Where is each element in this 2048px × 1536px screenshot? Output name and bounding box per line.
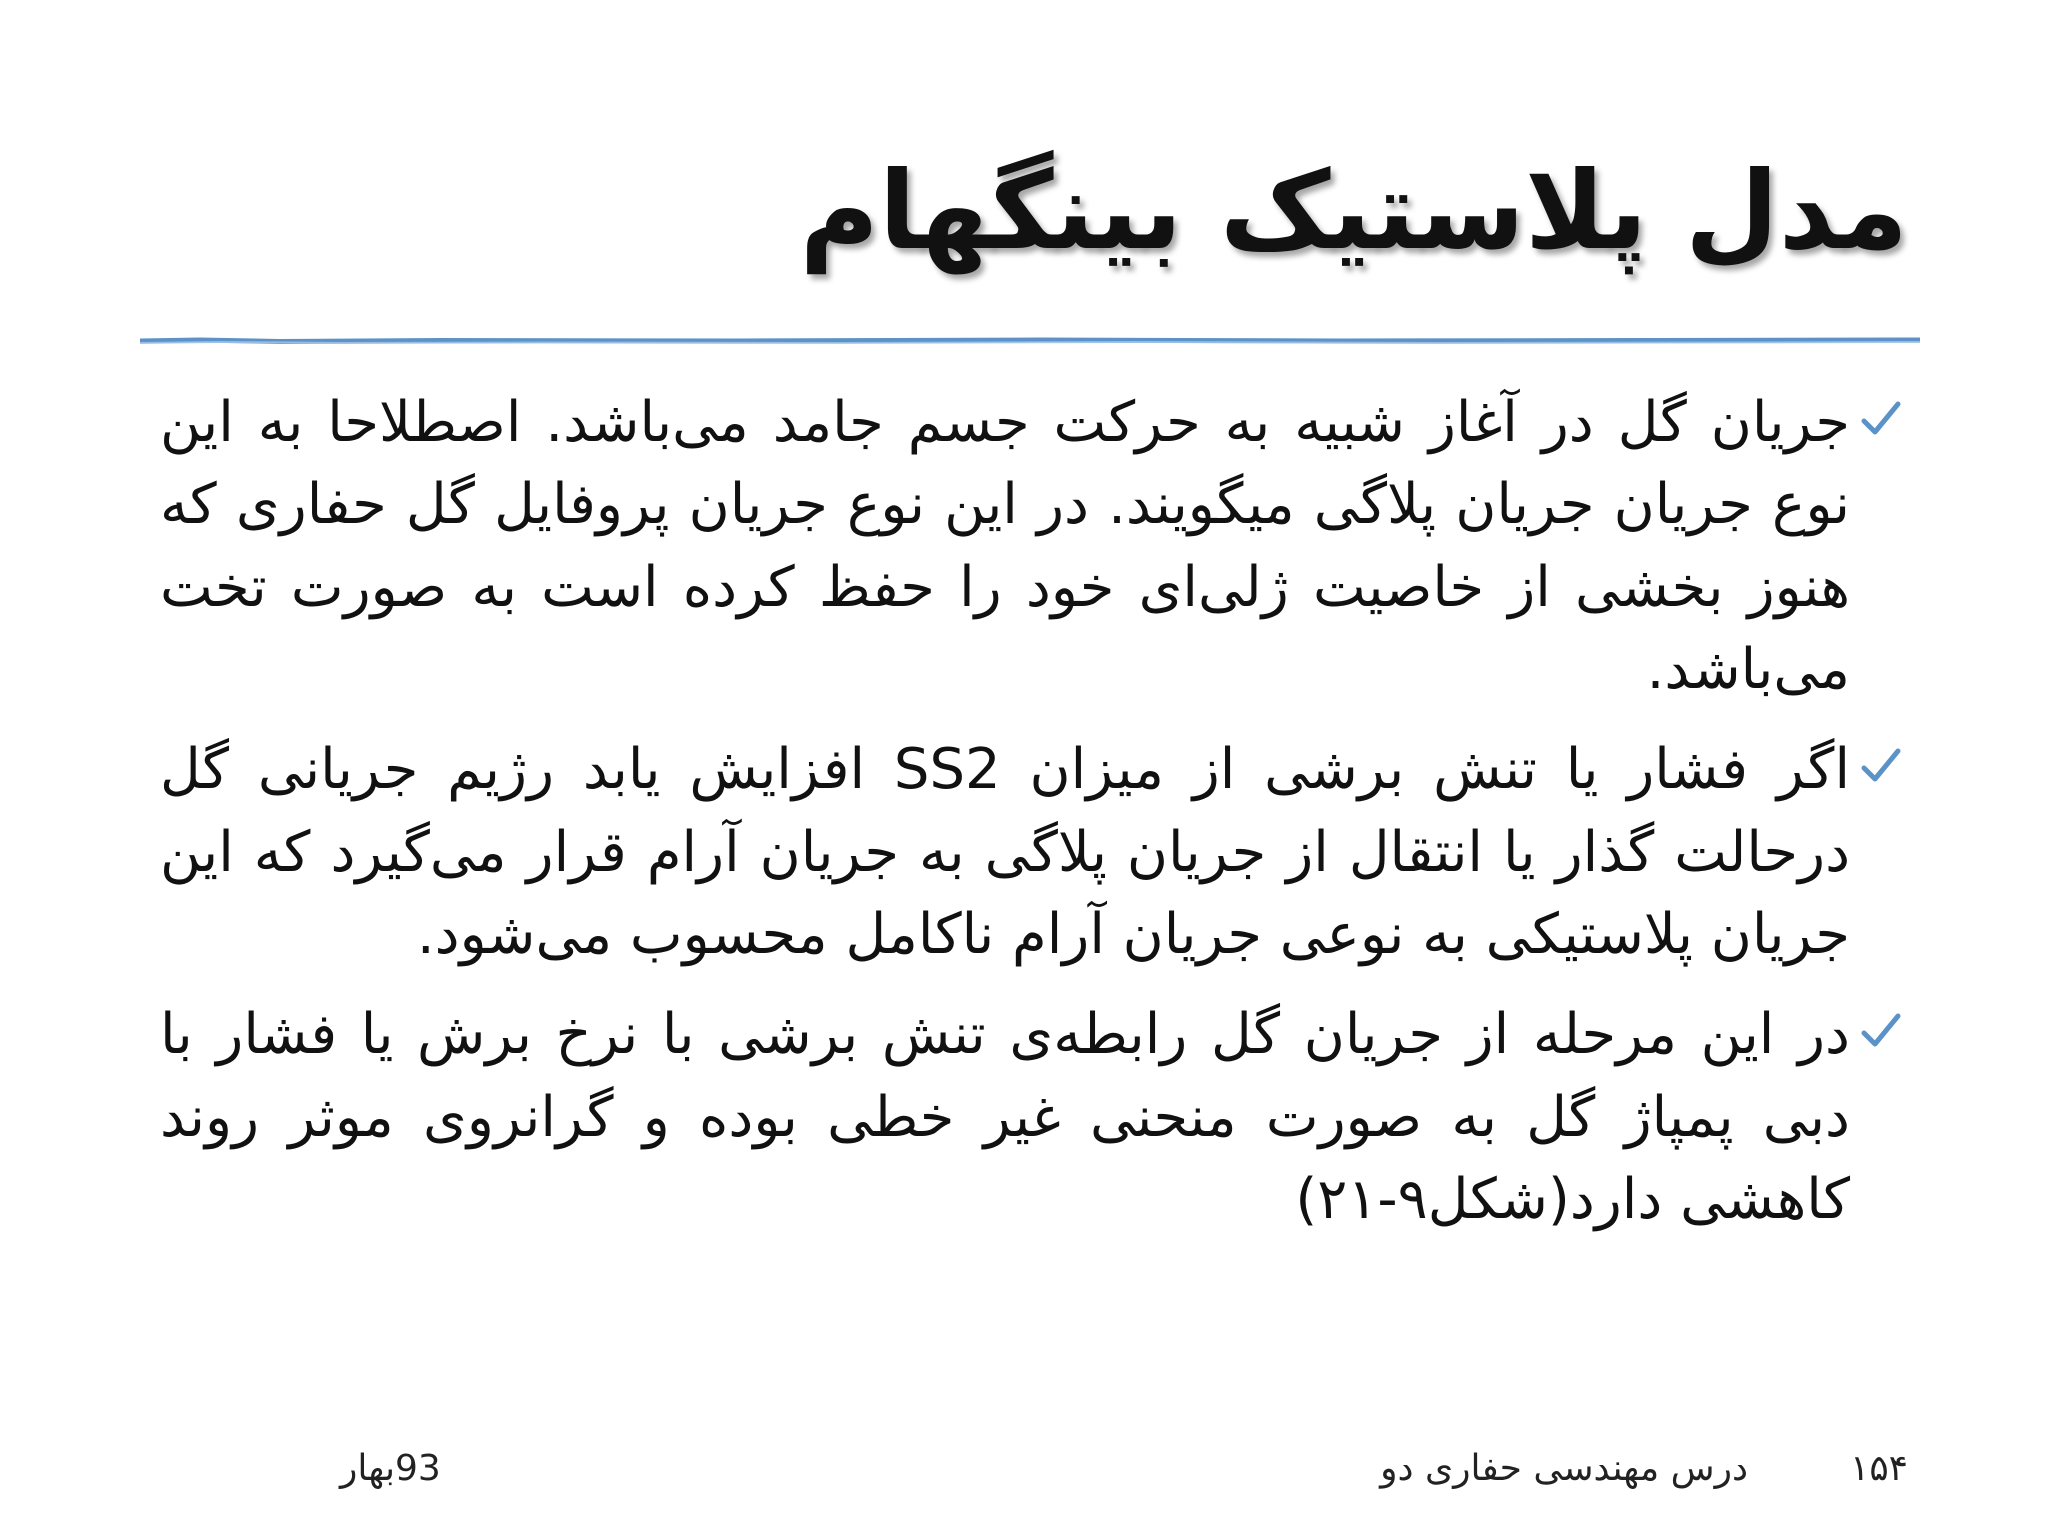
check-icon bbox=[1858, 743, 1904, 789]
check-icon bbox=[1858, 1008, 1904, 1054]
slide-title: مدل پلاستیک بینگهام bbox=[799, 149, 1908, 274]
page-number: ۱۵۴ bbox=[1849, 1448, 1908, 1489]
check-icon bbox=[1858, 396, 1904, 442]
footer-term: 93بهار bbox=[340, 1448, 441, 1489]
bullet-text: اگر فشار یا تنش برشی از میزان SS2 افزایش یابد رژیم جریانی گل درحالت گذار یا انتقال از جریان پلاگی به جریان آرام قرار می‌گیرد که این جریان پلاستیکی به نوعی جریان آرام ناکامل محسوب می‌شود. bbox=[160, 737, 1850, 967]
bullet-list bbox=[160, 382, 1900, 1259]
footer-course-name: درس مهندسی حفاری دو bbox=[1380, 1448, 1748, 1489]
bullet-text: جریان گل در آغاز شبیه به حرکت جسم جامد می‌باشد. اصطلاحا به این نوع جریان جریان پلاگی میگویند. در این نوع جریان پروفایل گل حفاری که هنوز بخشی از خاصیت ژلی‌ای خود را حفظ کرده است به صورت تخت می‌باشد. bbox=[160, 390, 1850, 702]
title-divider bbox=[140, 336, 1920, 346]
bullet-item bbox=[160, 994, 1900, 1241]
bullet-item bbox=[160, 729, 1900, 976]
bullet-text: در این مرحله از جریان گل رابطه‌ی تنش برشی با نرخ برش یا فشار با دبی پمپاژ گل به صورت منحنی غیر خطی بوده و گرانروی موثر روند کاهشی دارد(شکل۹-۲۱) bbox=[160, 1002, 1850, 1232]
bullet-item bbox=[160, 382, 1900, 711]
